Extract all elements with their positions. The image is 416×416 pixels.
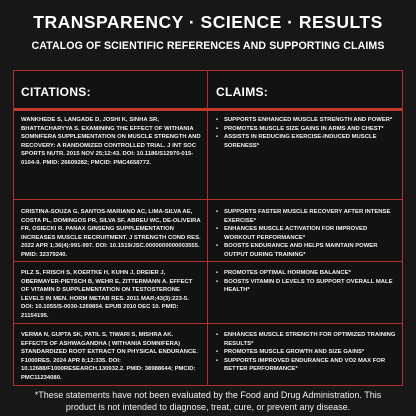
claim-item: • ENHANCES MUSCLE ACTIVATION FOR IMPROVED WORKOUT PERFORMANCE* xyxy=(216,225,398,242)
page-title: TRANSPARENCY · SCIENCE · RESULTS xyxy=(33,12,383,32)
fda-disclaimer xyxy=(0,389,416,413)
claims-list-1 xyxy=(216,116,398,150)
claim-item: • BOOSTS ENDURANCE AND HELPS MAINTAIN POWER OUTPUT DURING TRAINING* xyxy=(216,242,398,259)
header-divider xyxy=(14,108,402,111)
page-subtitle: CATALOG OF SCIENTIFIC REFERENCES AND SUPPORTING CLAIMS xyxy=(31,40,385,52)
citation-3: PILZ S, FRISCH S, KOERTKE H, KUHN J, DREIER J, OBERMAYER-PIETSCH B, WEHR E, ZITTERMANN A. EFFECT OF VITAMIN D SUPPLEMENTATION ON TESTOSTERONE LEVELS IN MEN. HORM METAB RES. 2011 MAR;43(3):223-5. DOI: 10.1055/S-0030-1269854. EPUB 2010 DEC 10. PMID: 21154195. xyxy=(21,270,193,319)
row-divider xyxy=(14,323,402,324)
claims-list-2 xyxy=(216,208,398,260)
claim-item: • BOOSTS VITAMIN D LEVELS TO SUPPORT OVERALL MALE HEALTH* xyxy=(216,278,398,295)
citation-1: WANKHEDE S, LANGADE D, JOSHI K, SINHA SR, BHATTACHARYYA S. EXAMINING THE EFFECT OF WITHANIA SOMNIFERA SUPPLEMENTATION ON MUSCLE STRENGTH AND RECOVERY: A RANDOMIZED CONTROLLED TRIAL. J INT SOC SPORTS NUTR. 2015 NOV 25;12:43. DOI: 10.1186/S12970-015-0104-9. PMID: 26609282; PMCID: PMC4658772. xyxy=(21,117,201,166)
claim-item: • PROMOTES OPTIMAL HORMONE BALANCE* xyxy=(216,269,398,278)
row-divider xyxy=(14,261,402,262)
claim-item: • SUPPORTS FASTER MUSCLE RECOVERY AFTER INTENSE EXERCISE* xyxy=(216,208,398,225)
claim-item: • PROMOTES MUSCLE SIZE GAINS IN ARMS AND CHEST* xyxy=(216,125,398,134)
claims-list-4 xyxy=(216,331,398,374)
disclaimer-line: product is not intended to diagnose, treat, cure, or prevent any disease. xyxy=(65,402,351,412)
row-divider xyxy=(14,199,402,200)
citations-header: CITATIONS: xyxy=(21,85,91,99)
claim-item: • SUPPORTS IMPROVED ENDURANCE AND VO2 MAX FOR BETTER PERFORMANCE* xyxy=(216,357,398,374)
claims-header: CLAIMS: xyxy=(216,85,269,99)
claim-item: • ASSISTS IN REDUCING EXERCISE-INDUCED MUSCLE SORENESS* xyxy=(216,133,398,150)
claim-item: • ENHANCES MUSCLE STRENGTH FOR OPTIMIZED TRAINING RESULTS* xyxy=(216,331,398,348)
claim-item: • PROMOTES MUSCLE GROWTH AND SIZE GAINS* xyxy=(216,348,398,357)
claim-item: • SUPPORTS ENHANCED MUSCLE STRENGTH AND POWER* xyxy=(216,116,398,125)
citation-2: CRISTINA-SOUZA G, SANTOS-MARIANO AC, LIMA-SILVA AE, COSTA PL, DOMINGOS PR, SILVA SF, ABREU WC, DE-OLIVEIRA FR, OSIECKI R. PANAX GINSENG SUPPLEMENTATION INCREASES MUSCLE RECRUITMENT. J STRENGTH COND RES. 2022 APR 1;36(4):991-997. DOI: 10.1519/JSC.0000000000003555. PMID: 32379240. xyxy=(21,209,201,258)
claims-list-3 xyxy=(216,269,398,295)
column-divider xyxy=(207,71,208,385)
citation-4: VERMA N, GUPTA SK, PATIL S, TIWARI S, MISHRA AK. EFFECTS OF ASHWAGANDHA ( WITHANIA SOMNIFERA) STANDARDIZED ROOT EXTRACT ON PHYSICAL ENDURANCE. F1000RES. 2024 APR 8;12:335. DOI: 10.12688/F1000RESEARCH.130932.2. PMID: 38988644; PMCID: PMC11234080. xyxy=(21,332,198,381)
disclaimer-line: *These statements have not been evaluated by the Food and Drug Administration. This xyxy=(34,390,382,400)
references-table xyxy=(13,70,403,386)
